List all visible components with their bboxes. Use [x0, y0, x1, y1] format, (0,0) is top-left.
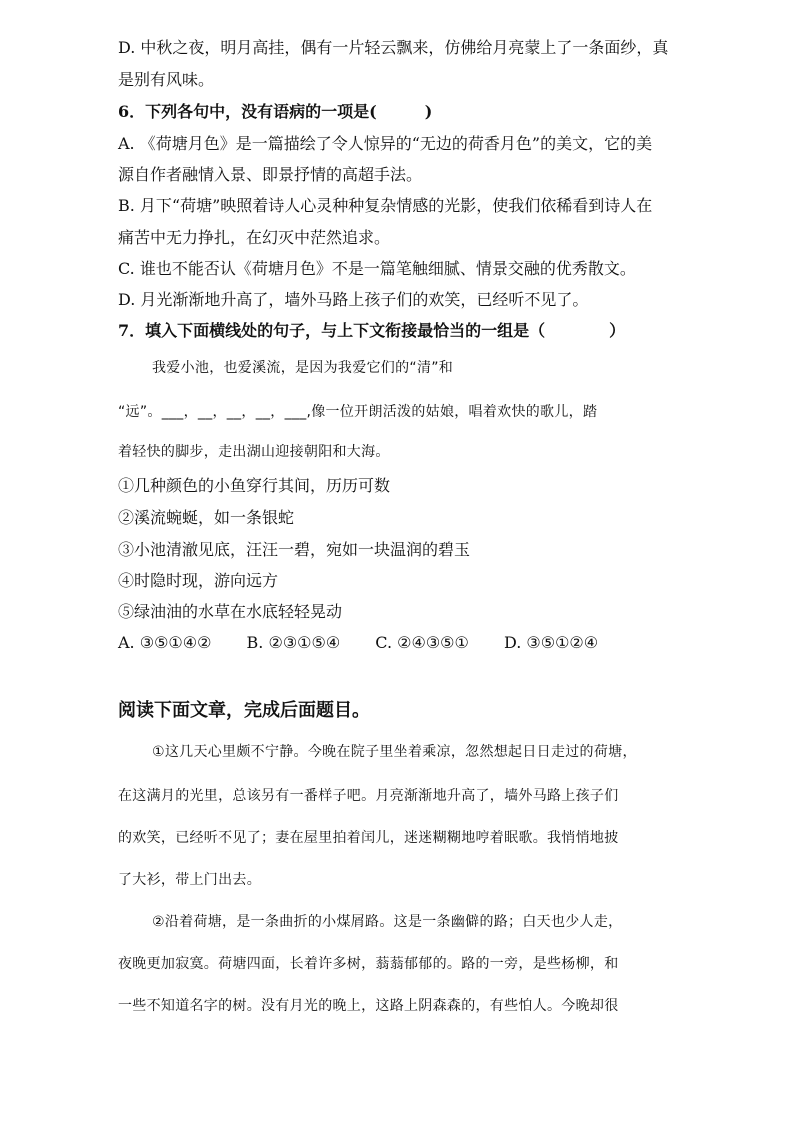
q7-item: ⑤绿油油的水草在水底轻轻晃动: [118, 602, 343, 621]
reading-para2-line: 一些不知道名字的树。没有月光的晚上，这路上阴森森的，有些怕人。今晚却很: [118, 998, 619, 1014]
q7-stem: 7．填入下面横线处的句子，与上下文衔接最恰当的一组是（ ）: [118, 321, 626, 340]
q7-passage-line3: 着轻快的脚步，走出湖山迎接朝阳和大海。: [118, 444, 390, 460]
q7-item: ④时隐时现，游向远方: [118, 571, 279, 590]
reading-para2-line: ②沿着荷塘，是一条曲折的小煤屑路。这是一条幽僻的路；白天也少人走，: [152, 914, 623, 930]
q6-option-d: D. 月光渐渐地升高了，墙外马路上孩子们的欢笑，已经听不见了。: [118, 290, 589, 309]
q7-item: ②溪流蜿蜒，如一条银蛇: [118, 508, 295, 527]
q6-stem: 6．下列各句中，没有语病的一项是( ): [118, 102, 433, 121]
reading-para1-line: 在这满月的光里，总该另有一番样子吧。月亮渐渐地升高了，墙外马路上孩子们: [118, 788, 619, 804]
q7-option-d: D. ③⑤①②④: [503, 633, 599, 652]
q7-passage-line1: 我爱小池，也爱溪流，是因为我爱它们的“清”和: [152, 360, 454, 376]
reading-heading: 阅读下面文章，完成后面题目。: [118, 700, 370, 721]
reading-para1-line: 了大衫，带上门出去。: [118, 872, 261, 888]
reading-para2-line: 夜晚更加寂寞。荷塘四面，长着许多树，蓊蓊郁郁的。路的一旁，是些杨柳，和: [118, 956, 619, 972]
q7-item: ①几种颜色的小鱼穿行其间，历历可数: [118, 476, 391, 495]
q5-option-d-line1: D. 中秋之夜，明月高挂，偶有一片轻云飘来，仿佛给月亮蒙上了一条面纱，真: [118, 38, 669, 57]
reading-para1-line: 的欢笑，已经听不见了；妻在屋里拍着闰儿，迷迷糊糊地哼着眠歌。我悄悄地披: [118, 830, 619, 846]
q7-option-c: C. ②④③⑤①: [375, 633, 469, 652]
q6-option-a-line1: A. 《荷塘月色》是一篇描绘了令人惊异的“无边的荷香月色”的美文，它的美: [118, 134, 653, 153]
reading-para1-line: ①这几天心里颇不宁静。今晚在院子里坐着乘凉，忽然想起日日走过的荷塘，: [152, 744, 637, 760]
q6-option-b-line1: B. 月下“荷塘”映照着诗人心灵种种复杂情感的光影，使我们依稀看到诗人在: [118, 196, 653, 215]
q6-option-b-line2: 痛苦中无力挣扎，在幻灭中茫然追求。: [118, 228, 391, 247]
q7-options: [118, 633, 628, 653]
q6-option-c: C. 谁也不能否认《荷塘月色》不是一篇笔触细腻、情景交融的优秀散文。: [118, 259, 636, 278]
q7-passage-line2: “远”。___，__，__，__，___,像一位开朗活泼的姑娘，唱着欢快的歌儿，踏: [118, 404, 598, 420]
q6-option-a-line2: 源自作者融情入景、即景抒情的高超手法。: [118, 165, 423, 184]
q7-option-a: A. ③⑤①④②: [118, 633, 212, 652]
q7-option-b: B. ②③①⑤④: [246, 633, 341, 652]
q5-option-d-line2: 是别有风味。: [118, 70, 215, 89]
q7-item: ③小池清澈见底，汪汪一碧，宛如一块温润的碧玉: [118, 540, 471, 559]
